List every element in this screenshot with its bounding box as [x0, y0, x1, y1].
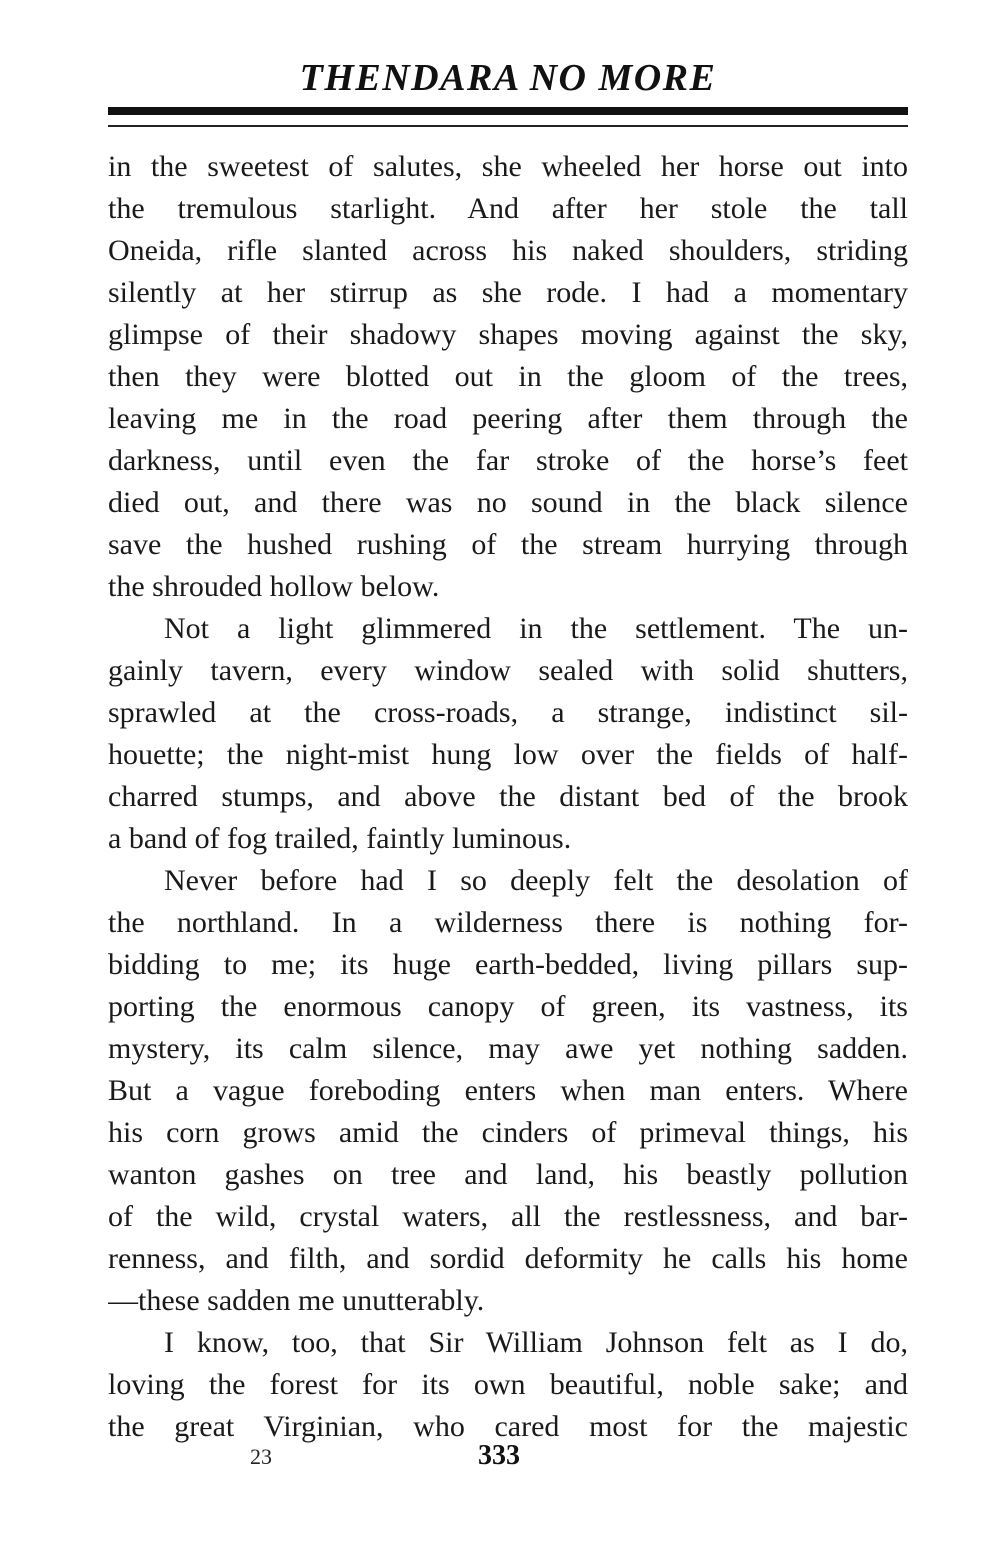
text-line: But a vague foreboding enters when man enters. Where [108, 1074, 908, 1107]
paragraph [108, 608, 908, 860]
text-line: mystery, its calm silence, may awe yet nothing sadden. [108, 1032, 908, 1065]
running-head-title: THENDARA NO MORE [299, 57, 717, 99]
text-line: houette; the night-mist hung low over the fields of half- [108, 738, 908, 771]
body-text [108, 146, 908, 1448]
text-line: of the wild, crystal waters, all the restlessness, and bar- [108, 1200, 908, 1233]
text-line: save the hushed rushing of the stream hurrying through [108, 528, 908, 561]
text-line: loving the forest for its own beautiful, noble sake; and [108, 1368, 908, 1401]
text-line: glimpse of their shadowy shapes moving against the sky, [108, 318, 908, 351]
text-line: bidding to me; its huge earth-bedded, living pillars sup- [108, 948, 908, 981]
text-line: a band of fog trailed, faintly luminous. [108, 822, 572, 855]
paragraph [108, 146, 908, 608]
text-line: renness, and filth, and sordid deformity he calls his home [108, 1242, 908, 1275]
text-line: wanton gashes on tree and land, his beastly pollution [108, 1158, 908, 1191]
text-line: in the sweetest of salutes, she wheeled her horse out into [108, 150, 908, 183]
text-line: the northland. In a wilderness there is nothing for- [108, 906, 908, 939]
text-line: the shrouded hollow below. [108, 570, 440, 603]
paragraph [108, 860, 908, 1322]
text-line: porting the enormous canopy of green, its vastness, its [108, 990, 908, 1023]
paragraph [108, 1322, 908, 1448]
text-line: died out, and there was no sound in the black silence [108, 486, 908, 519]
text-line: then they were blotted out in the gloom of the trees, [108, 360, 908, 393]
text-line: leaving me in the road peering after them through the [108, 402, 908, 435]
text-line: silently at her stirrup as she rode. I had a momentary [108, 276, 908, 309]
header-rule-thin [108, 125, 908, 127]
text-line: his corn grows amid the cinders of primeval things, his [108, 1116, 908, 1149]
text-line: sprawled at the cross-roads, a strange, indistinct sil- [108, 696, 908, 729]
text-line: gainly tavern, every window sealed with solid shutters, [108, 654, 908, 687]
header-rule-thick [108, 107, 908, 115]
signature-mark: 23 [250, 1444, 272, 1469]
page-number: 333 [478, 1440, 520, 1471]
text-line: Not a light glimmered in the settlement. The un- [164, 612, 908, 645]
text-line: charred stumps, and above the distant bed of the brook [108, 780, 908, 813]
text-line: the great Virginian, who cared most for the majestic [108, 1410, 908, 1443]
text-line: darkness, until even the far stroke of the horse’s feet [108, 444, 908, 477]
text-line: Never before had I so deeply felt the desolation of [164, 864, 908, 897]
text-line: the tremulous starlight. And after her stole the tall [108, 192, 908, 225]
text-line: Oneida, rifle slanted across his naked shoulders, striding [108, 234, 908, 267]
text-line: I know, too, that Sir William Johnson felt as I do, [164, 1326, 908, 1359]
text-line: —these sadden me unutterably. [108, 1284, 485, 1317]
